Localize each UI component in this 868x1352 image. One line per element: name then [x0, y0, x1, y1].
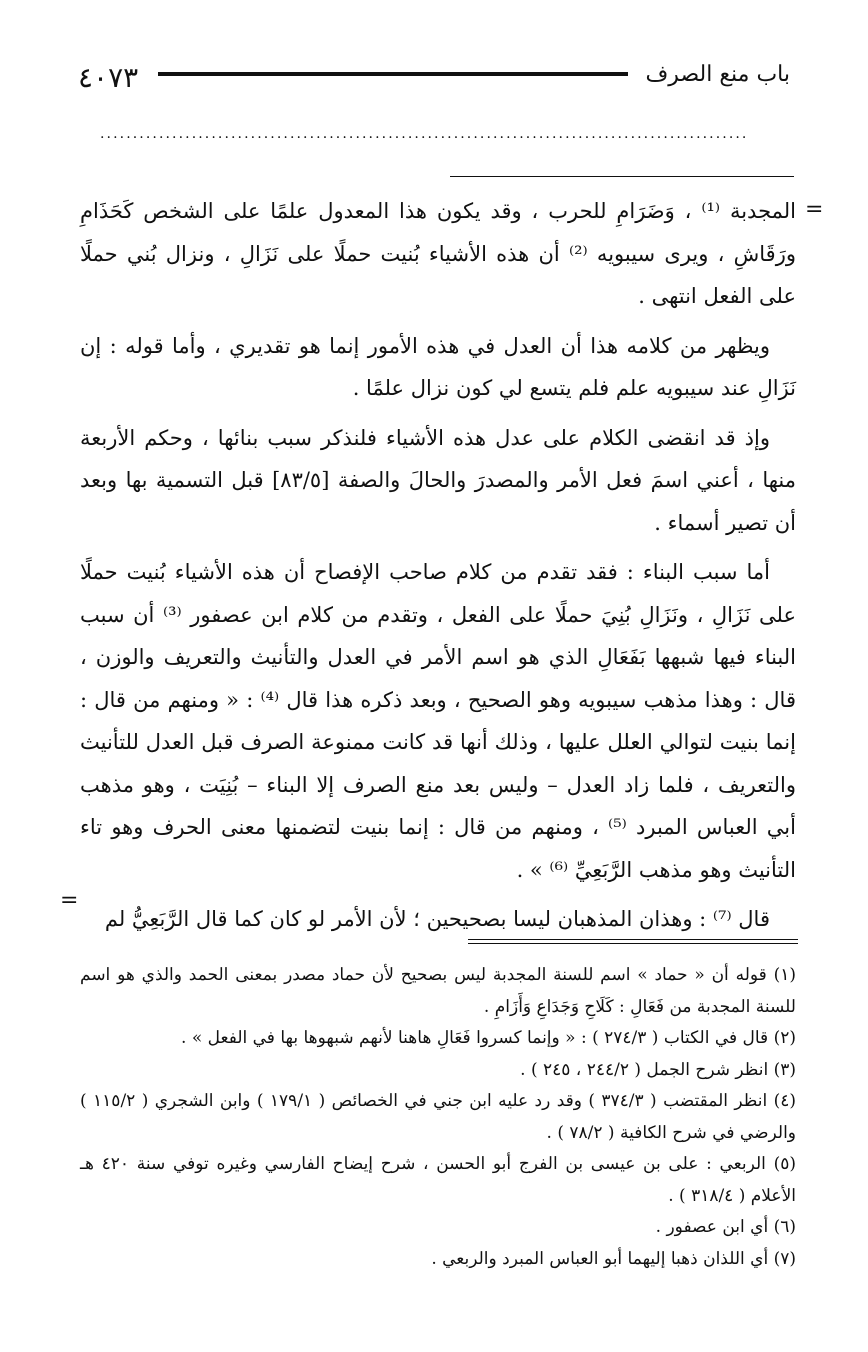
footnote: (٣) انظر شرح الجمل ( ٢٤٤/٢ ، ٢٤٥ ) .	[520, 1059, 796, 1080]
footnote: (٢) قال في الكتاب ( ٢٧٤/٣ ) : « وإنما كسروا فَعَالِ هاهنا لأنهم شبهوها بها في الفعل » .	[181, 1028, 796, 1048]
continuation-mark-end: =	[60, 888, 79, 913]
footnote-rule	[468, 939, 798, 944]
page-number: ٤٠٧٣	[78, 61, 139, 94]
footnote: (٧) أي اللذان ذهبا إليهما أبو العباس المبرد والربعي .	[431, 1248, 796, 1269]
continuation-mark-start: =	[805, 197, 824, 222]
main-text	[80, 190, 796, 948]
dotted-separator: ...................................................................................................	[100, 128, 749, 140]
footnote: (٤) انظر المقتضب ( ٣٧٤/٣ ) وقد رد عليه ابن جني في الخصائص ( ١٧٩/١ ) وابن الشجري ( ١١٥/٢ ) والرضي في شرح الكافية ( ٧٨/٢ ) .	[80, 1091, 796, 1143]
paragraph: المجدبة ⁽¹⁾ ، وَضَرَامِ للحرب ، وقد يكون هذا المعدول علمًا على الشخص كَحَذَامِ ورَقَاشِ ، ويرى سيبويه ⁽²⁾ أن هذه الأشياء بُنيت حملًا على نَزَالِ ، ونزال بُني حملًا على الفعل انتهى .	[80, 199, 797, 308]
footnote: (٥) الربعي : على بن عيسى بن الفرج أبو الحسن ، شرح إيضاح الفارسي وغيره توفي سنة ٤٢٠ هـ الأعلام ( ٣١٨/٤ ) .	[80, 1154, 796, 1206]
header-rule	[158, 72, 628, 76]
paragraph: أما سبب البناء : فقد تقدم من كلام صاحب الإفصاح أن هذه الأشياء بُنيت حملًا على نَزَالِ ، ونَزَالِ بُنِيَ حملًا على الفعل ، وتقدم من كلام ابن عصفور ⁽³⁾ أن سبب البناء فيها شبهها بَفَعَالِ الذي هو اسم الأمر في العدل والتأنيث والتعريف والوزن ، قال : وهذا مذهب سيبويه وهو الصحيح ، وبعد ذكره هذا قال ⁽⁴⁾ : « ومنهم من قال : إنما بنيت لتوالي العلل عليها ، وذلك أنها قد كانت ممنوعة الصرف قبل العدل للتأنيث والتعريف ، فلما زاد العدل – وليس بعد منع الصرف إلا البناء – بُنِيَت ، وهو مذهب أبي العباس المبرد ⁽⁵⁾ ، ومنهم من قال : إنما بنيت لتضمنها معنى الحرف وهو تاء التأنيث وهو مذهب الرَّبَعِيِّ ⁽⁶⁾ » .	[80, 560, 796, 882]
paragraph: وإذ قد انقضى الكلام على عدل هذه الأشياء فلنذكر سبب بنائها ، وحكم الأربعة منها ، أعني اسمَ فعل الأمر والمصدرَ والحالَ والصفة [٨٣/٥] قبل التسمية بها وبعد أن تصير أسماء .	[80, 425, 796, 535]
chapter-title: باب منع الصرف	[645, 62, 790, 87]
paragraph: قال ⁽⁷⁾ : وهذان المذهبان ليسا بصحيحين ؛ لأن الأمر لو كان كما قال الرَّبَعِيُّ لم	[104, 907, 770, 931]
paragraph: ويظهر من كلامه هذا أن العدل في هذه الأمور إنما هو تقديري ، وأما قوله : إن نَزَالِ عند سيبويه علم فلم يتسع لي كون نزال علمًا .	[80, 333, 796, 400]
footnotes	[80, 960, 796, 1275]
top-rule	[450, 176, 794, 177]
footnote: (٦) أي ابن عصفور .	[655, 1217, 796, 1237]
footnote: (١) قوله أن « حماد » اسم للسنة المجدبة ليس بصحيح لأن حماد مصدر بمعنى الحمد والذي هو اسم للسنة المجدبة من فَعَالِ : كَلَاحِ وَجَدَاعِ وَأَزَامِ .	[80, 965, 796, 1017]
